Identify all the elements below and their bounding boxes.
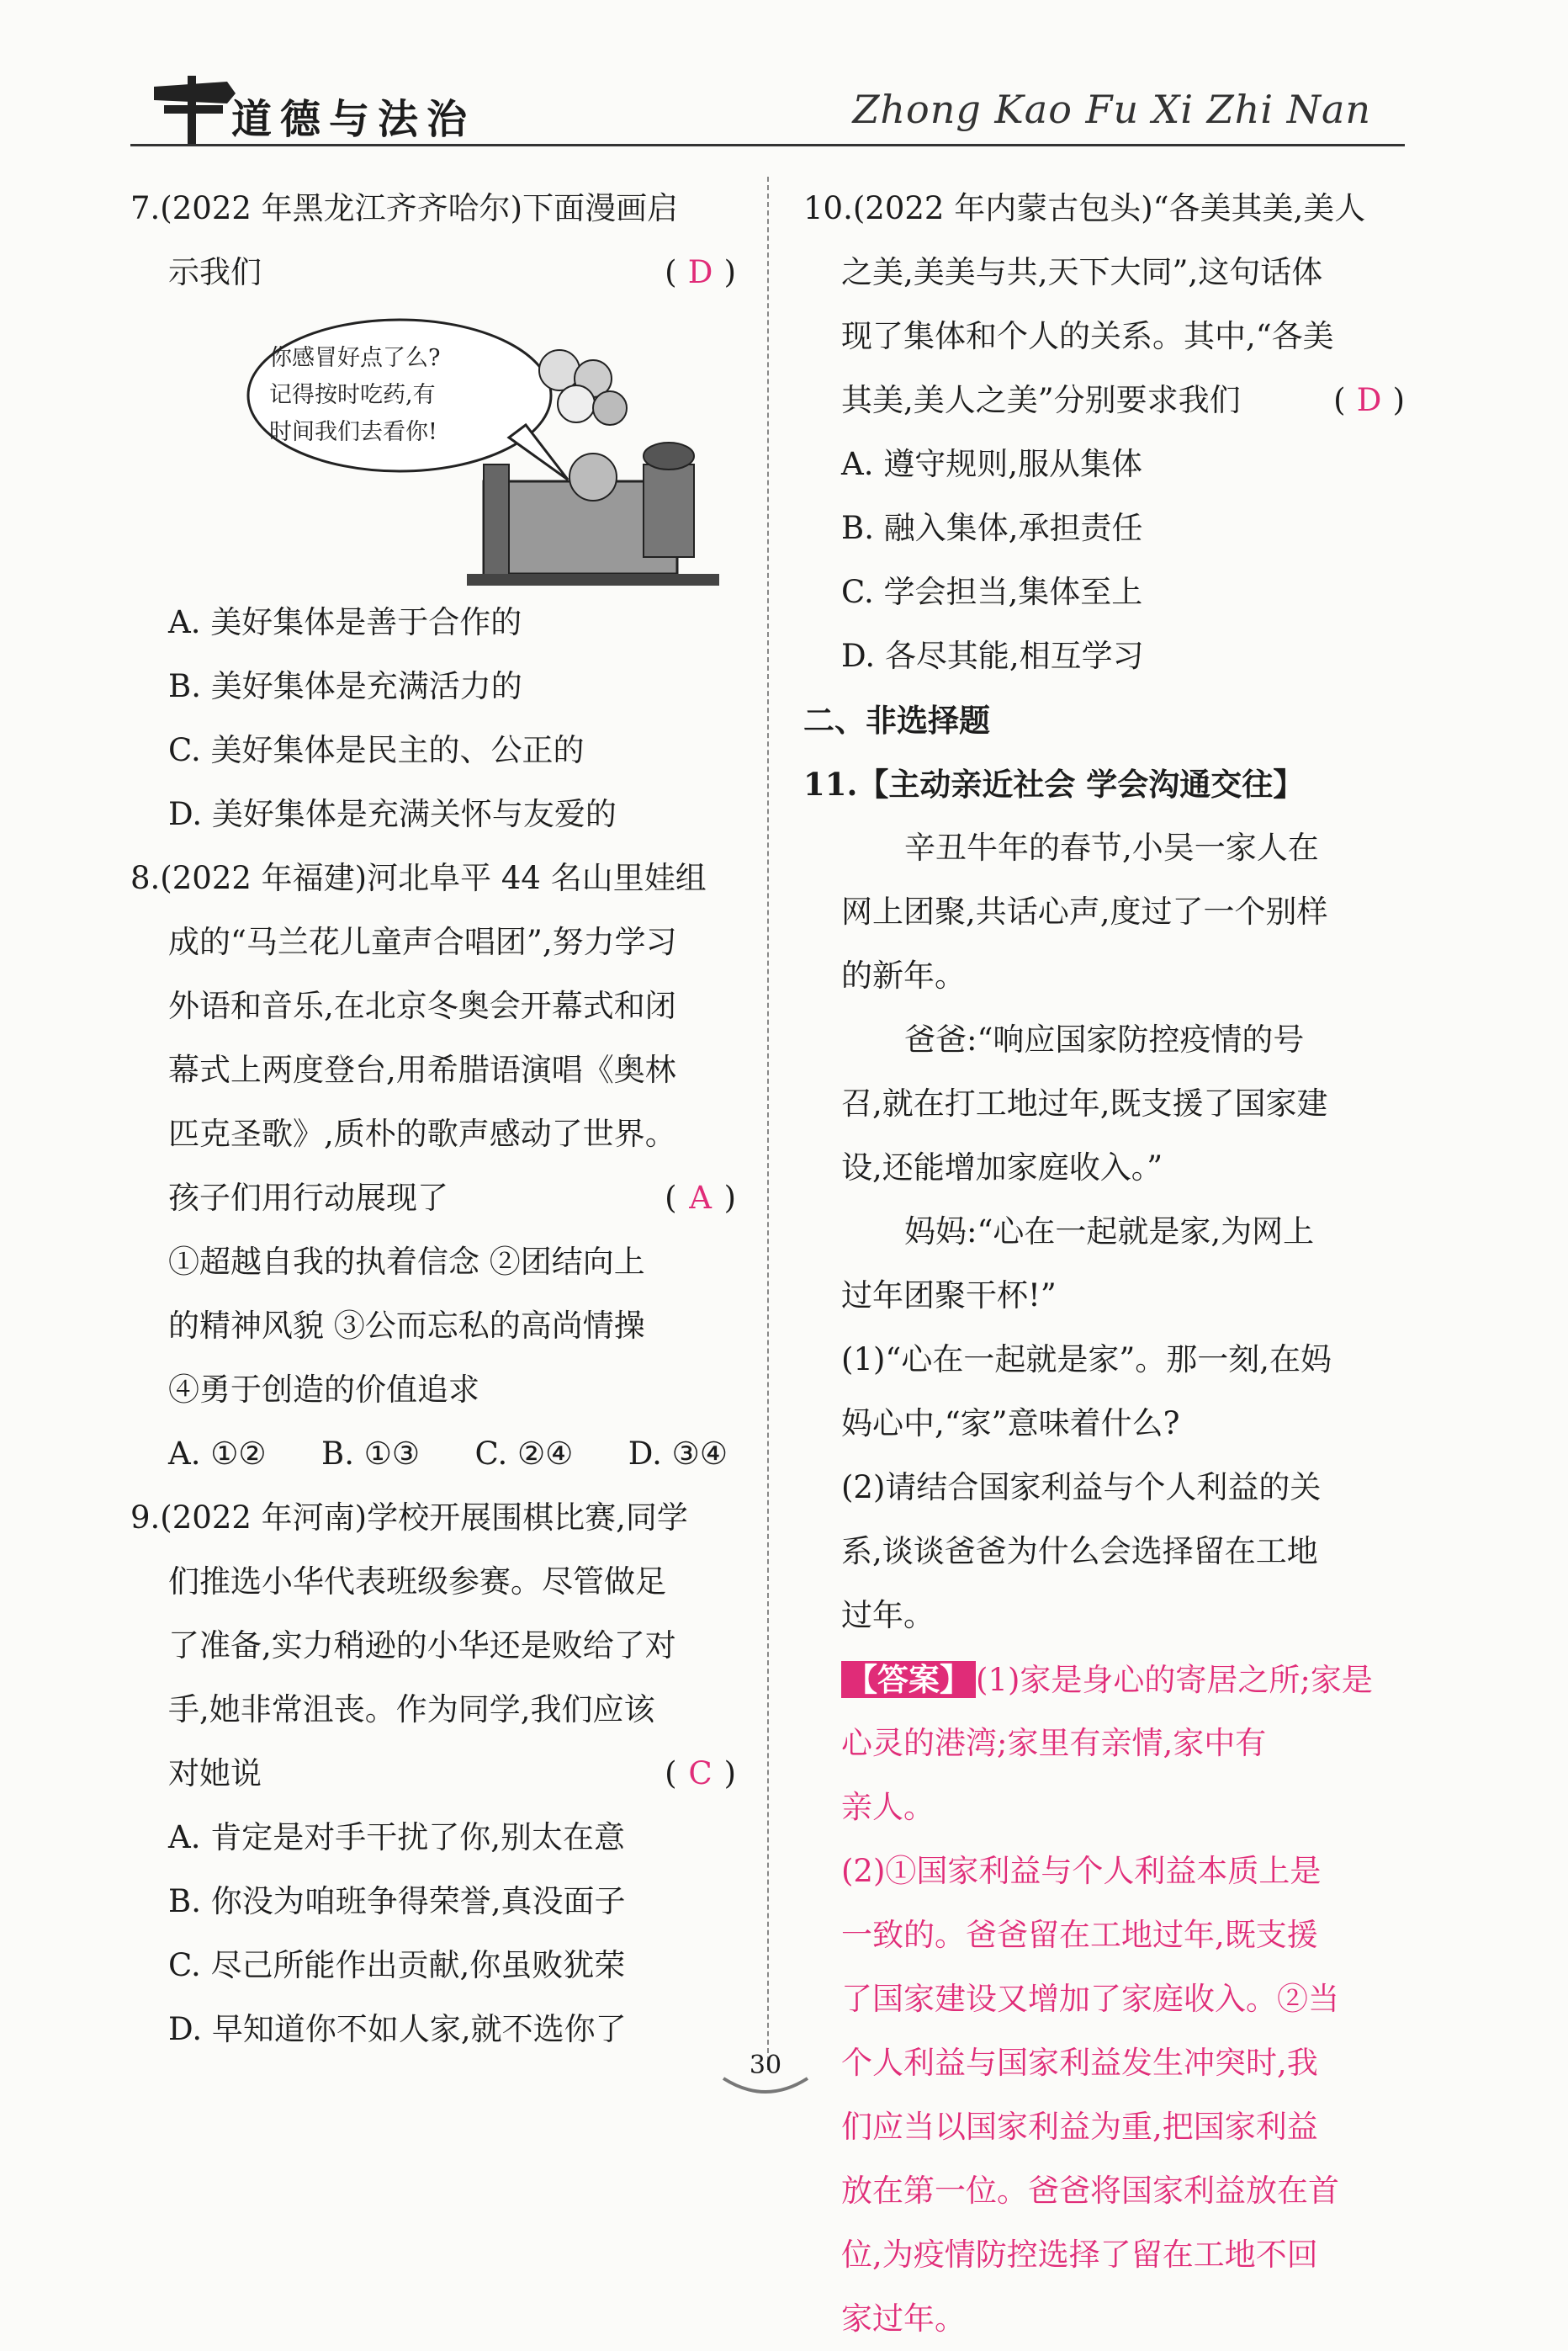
q11-answer-line: 位,为疫情防控选择了留在工地不回 — [841, 2237, 1318, 2273]
q7-option: D. 美好集体是充满关怀与友爱的 — [168, 796, 617, 832]
answer-tag: 【答案】 — [841, 1661, 976, 1698]
q8-line: 8.(2022 年福建)河北阜平 44 名山里娃组 — [130, 860, 707, 896]
sick-child-in-bed-icon — [467, 431, 719, 591]
q11-answer-line: 们应当以国家利益为重,把国家利益 — [841, 2109, 1318, 2145]
q9-option: C. 尽己所能作出贡献,你虽败犹荣 — [168, 1947, 626, 1983]
q8-line: 外语和音乐,在北京冬奥会开幕式和闭 — [168, 988, 676, 1024]
page-header — [130, 72, 1405, 147]
q9-option: A. 肯定是对手干扰了你,别太在意 — [168, 1819, 626, 1855]
right-column — [803, 177, 1405, 2351]
column-divider — [767, 177, 769, 2070]
q7-option: A. 美好集体是善于合作的 — [168, 604, 522, 640]
q10-line — [803, 369, 1405, 433]
answer-bracket: ( C ) — [665, 1742, 736, 1806]
q11-story-line: 设,还能增加家庭收入。” — [841, 1149, 1163, 1186]
q10-line: 之美,美美与共,天下大同”,这句话体 — [841, 254, 1323, 290]
q11-answer-line: 心灵的港湾;家里有亲情,家中有 — [841, 1725, 1267, 1761]
q11-sub2: (2)请结合国家利益与个人利益的关 — [841, 1469, 1322, 1505]
q8-option: B. ①③ — [321, 1436, 421, 1472]
q11-sub1: (1)“心在一起就是家”。那一刻,在妈 — [841, 1341, 1332, 1377]
q10-stem-end: 其美,美人之美”分别要求我们 — [841, 382, 1241, 418]
q7-stem-end: 示我们 — [168, 254, 262, 290]
q11-sub2: 系,谈谈爸爸为什么会选择留在工地 — [841, 1533, 1318, 1569]
q8-line: 幕式上两度登台,用希腊语演唱《奥林 — [168, 1052, 676, 1088]
q8-option: C. ②④ — [474, 1436, 574, 1472]
q11-answer-line: 放在第一位。爸爸将国家利益放在首 — [841, 2173, 1339, 2209]
q7-line: 7.(2022 年黑龙江齐齐哈尔)下面漫画启 — [130, 190, 679, 226]
speech-bubble-text — [269, 340, 440, 451]
answer-bracket: ( D ) — [1333, 369, 1405, 433]
book-title-pinyin: Zhong Kao Fu Xi Zhi Nan — [852, 87, 1371, 132]
q8-line — [130, 1166, 736, 1230]
q11-answer-line: 家过年。 — [841, 2301, 966, 2337]
bubble-line: 时间我们去看你! — [269, 419, 437, 445]
q10-line: 现了集体和个人的关系。其中,“各美 — [841, 318, 1334, 354]
q11-story-line: 妈妈:“心在一起就是家,为网上 — [904, 1213, 1315, 1250]
q8-line: 匹克圣歌》,质朴的歌声感动了世界。 — [168, 1116, 676, 1152]
q8-options — [130, 1422, 736, 1486]
q8-option: A. ①② — [168, 1436, 267, 1472]
page-number: 30 — [749, 2051, 782, 2080]
q11-answer-line — [803, 1648, 1405, 1712]
q9-line: 了准备,实力稍逊的小华还是败给了对 — [168, 1627, 676, 1664]
q9-line: 们推选小华代表班级参赛。尽管做足 — [168, 1563, 666, 1600]
q9-line: 手,她非常沮丧。作为同学,我们应该 — [168, 1691, 655, 1727]
q9-stem-end: 对她说 — [168, 1755, 262, 1791]
left-column — [130, 177, 736, 2062]
section-heading: 二、非选择题 — [803, 702, 990, 739]
q10-option: C. 学会担当,集体至上 — [841, 574, 1143, 610]
q9-line: 9.(2022 年河南)学校开展围棋比赛,同学 — [130, 1499, 688, 1536]
q11-answer-line: 亲人。 — [841, 1789, 935, 1825]
q11-answer-line: (2)①国家利益与个人利益本质上是 — [841, 1853, 1322, 1889]
q11-sub1: 妈心中,“家”意味着什么? — [841, 1405, 1180, 1441]
q11-story-line: 爸爸:“响应国家防控疫情的号 — [904, 1022, 1305, 1058]
q8-line: 成的“马兰花儿童声合唱团”,努力学习 — [168, 924, 677, 960]
q8-statement: ④勇于创造的价值追求 — [168, 1372, 479, 1408]
q11-story-line: 网上团聚,共话心声,度过了一个别样 — [841, 894, 1328, 930]
q9-option: B. 你没为咱班争得荣誉,真没面子 — [168, 1883, 626, 1919]
answer-text: (1)家是身心的寄居之所;家是 — [976, 1662, 1373, 1698]
q11-story-line: 召,就在打工地过年,既支援了国家建 — [841, 1085, 1328, 1122]
q9-answer: C — [688, 1755, 712, 1791]
q10-option: B. 融入集体,承担责任 — [841, 510, 1143, 546]
q7-line — [130, 241, 736, 305]
q7-cartoon — [130, 305, 736, 591]
q10-option: D. 各尽其能,相互学习 — [841, 638, 1144, 674]
q10-option: A. 遵守规则,服从集体 — [841, 446, 1143, 482]
q11-story-line: 过年团聚干杯!” — [841, 1277, 1057, 1313]
q8-statement: ①超越自我的执着信念 ②团结向上 — [168, 1244, 645, 1280]
q11-story-line: 的新年。 — [841, 958, 966, 994]
q8-answer: A — [689, 1180, 712, 1216]
q7-answer: D — [687, 254, 713, 290]
q11-sub2: 过年。 — [841, 1597, 935, 1633]
subject-title: 道德与法治 — [231, 96, 476, 143]
answer-bracket: ( D ) — [665, 241, 736, 305]
signpost-icon — [147, 72, 240, 147]
q9-option: D. 早知道你不如人家,就不选你了 — [168, 2011, 627, 2047]
q9-line — [130, 1742, 736, 1806]
q11-answer-line: 个人利益与国家利益发生冲突时,我 — [841, 2045, 1318, 2081]
bubble-line: 记得按时吃药,有 — [269, 382, 436, 408]
header-rule — [130, 144, 1405, 146]
q7-option: C. 美好集体是民主的、公正的 — [168, 732, 585, 768]
q11-answer-line: 一致的。爸爸留在工地过年,既支援 — [841, 1917, 1318, 1953]
q10-answer: D — [1356, 382, 1382, 418]
q10-line: 10.(2022 年内蒙古包头)“各美其美,美人 — [803, 190, 1366, 226]
q8-stem-end: 孩子们用行动展现了 — [168, 1180, 448, 1216]
q8-statement: 的精神风貌 ③公而忘私的高尚情操 — [168, 1308, 645, 1344]
answer-bracket: ( A ) — [665, 1166, 736, 1230]
q8-option: D. ③④ — [628, 1436, 728, 1472]
q11-answer-line: 了国家建设又增加了家庭收入。②当 — [841, 1981, 1339, 2017]
q11-story-line: 辛丑牛年的春节,小吴一家人在 — [904, 830, 1319, 866]
q11-title: 11.【主动亲近社会 学会沟通交往】 — [803, 766, 1305, 803]
bubble-line: 你感冒好点了么? — [269, 345, 441, 371]
q7-option: B. 美好集体是充满活力的 — [168, 668, 522, 704]
